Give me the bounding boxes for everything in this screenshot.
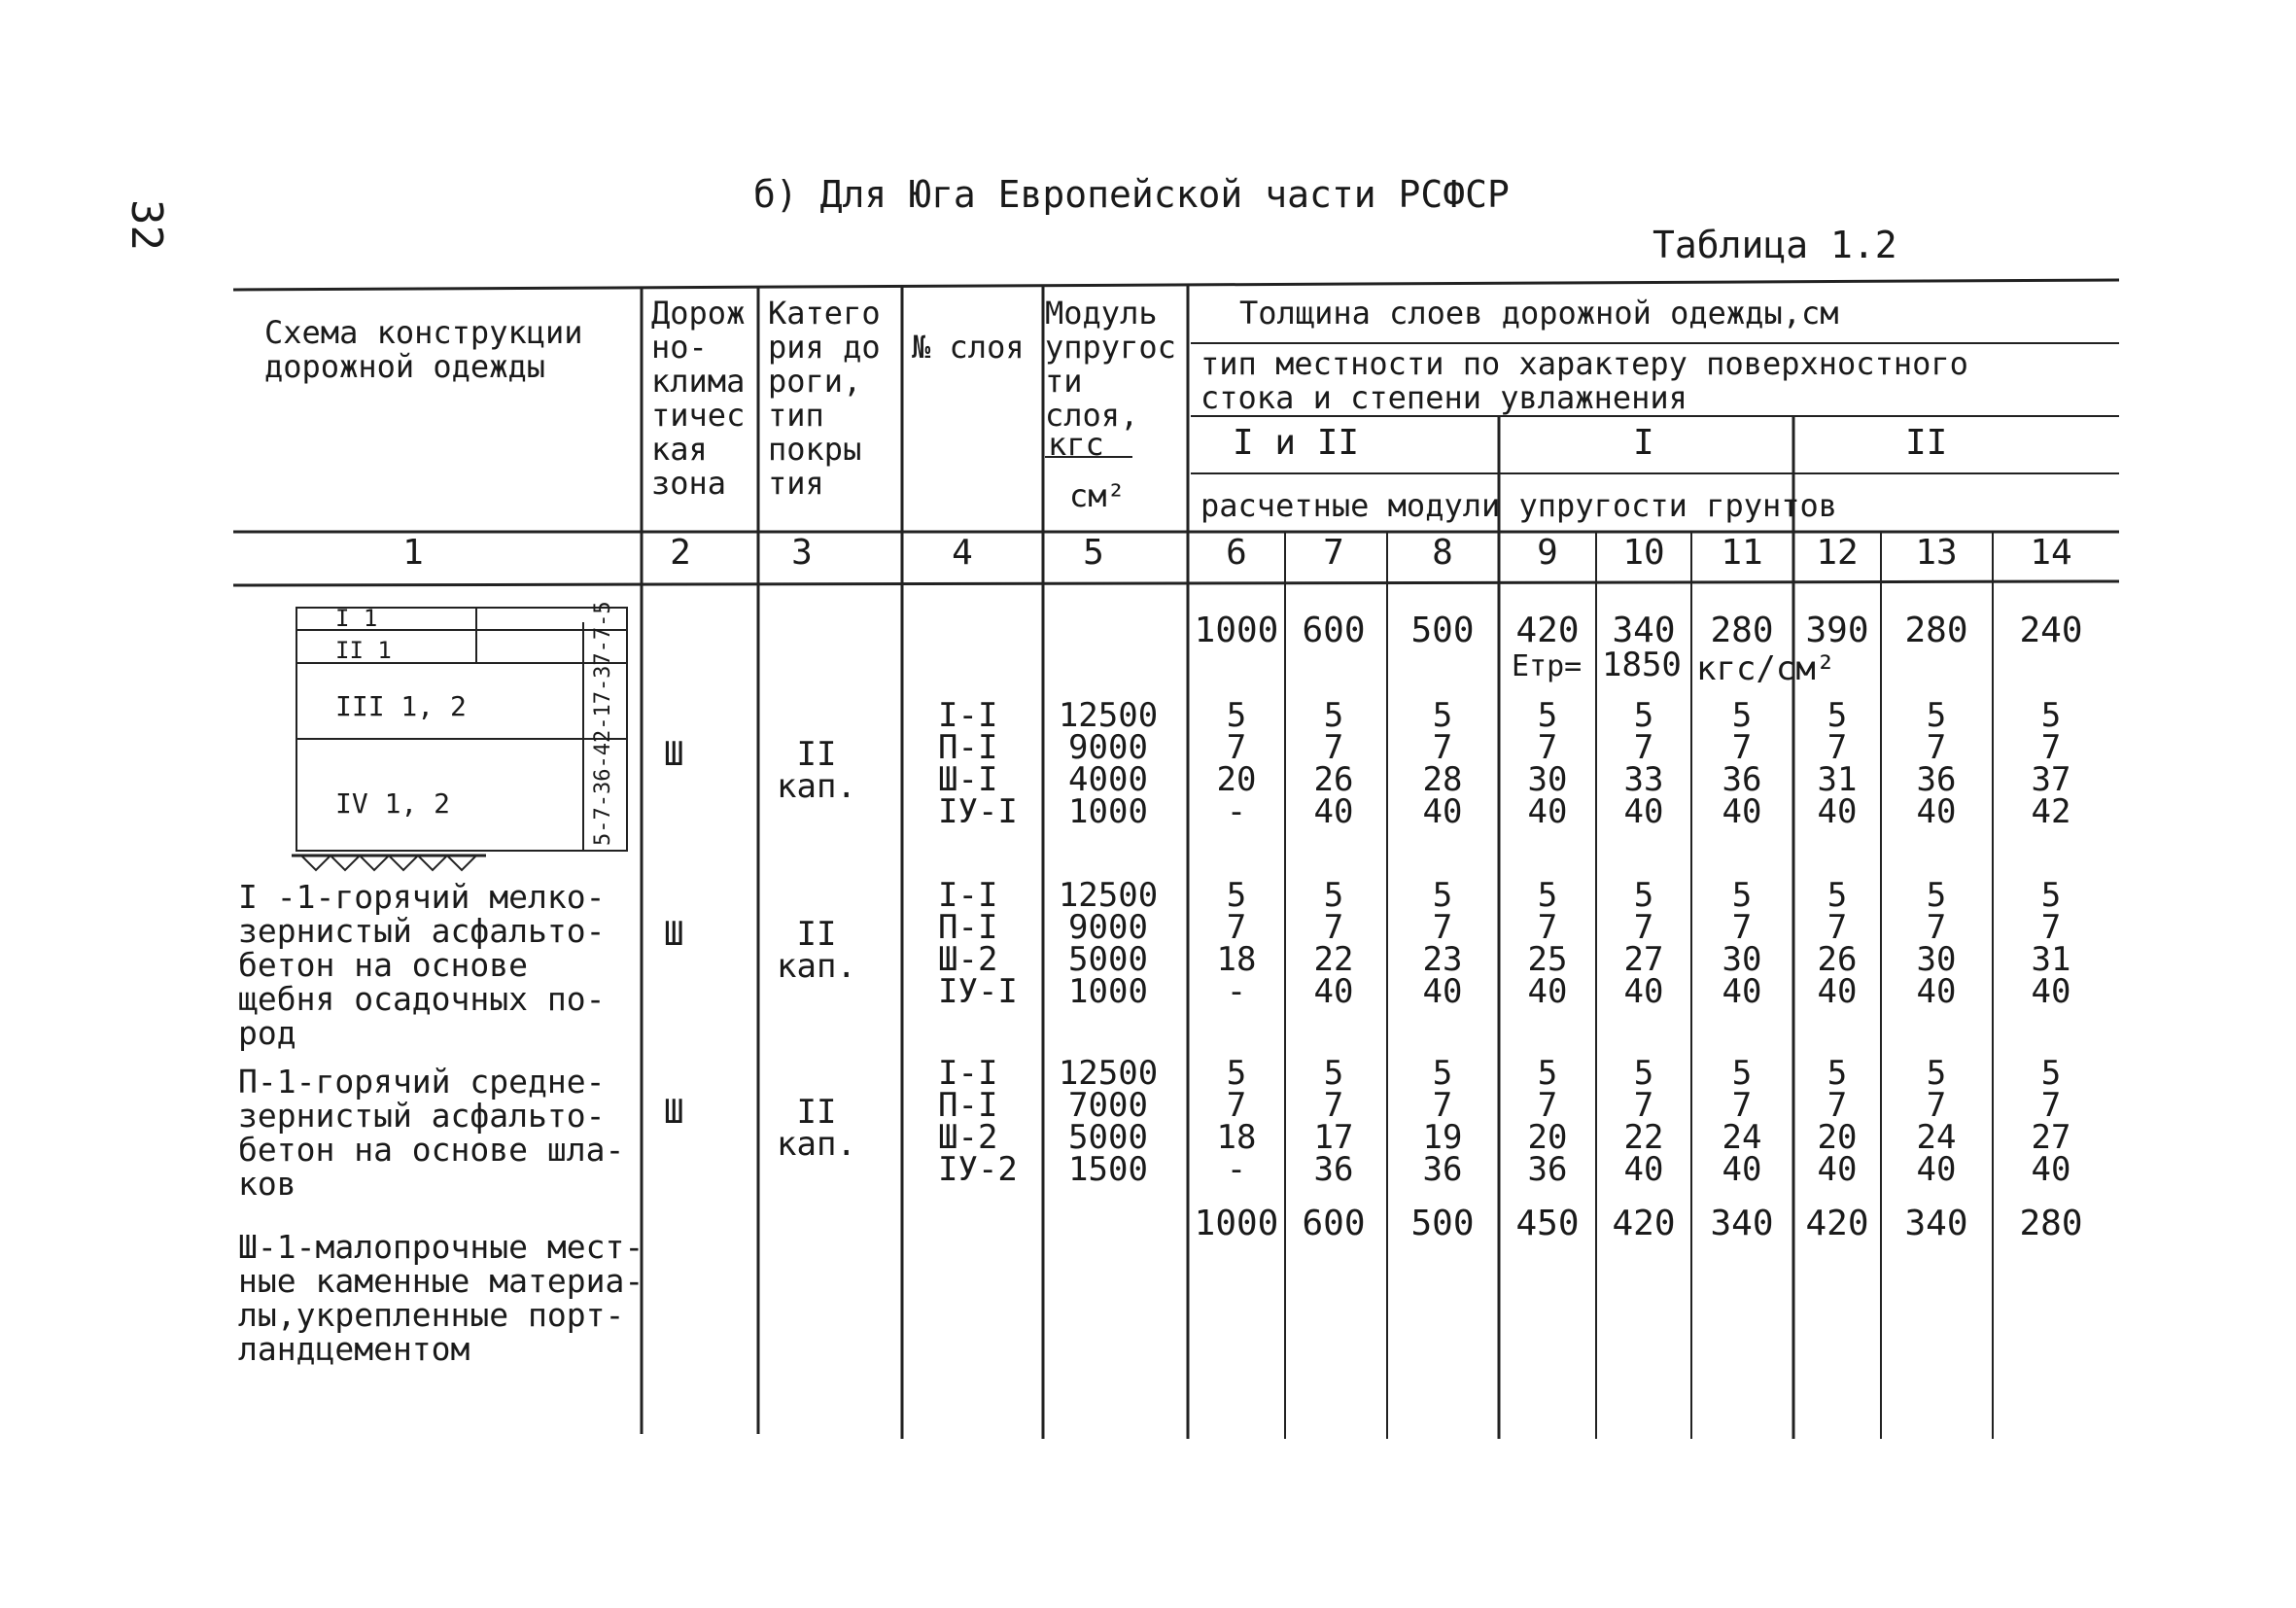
header-group-1: I: [1633, 423, 1654, 463]
row-thickness-values: 5 7 36 40: [1722, 696, 1762, 831]
header-modulus-unit-num: кгс: [1048, 426, 1104, 463]
page-number: 32: [122, 199, 171, 251]
row-thickness-values: 5 7 25 40: [1527, 876, 1568, 1011]
column-number: 4: [952, 533, 973, 573]
row-thickness-values: 5 7 30 40: [1916, 876, 1957, 1011]
page-title: б) Для Юга Европейской части РСФСР: [753, 173, 1510, 216]
etr-label: Етр=: [1512, 649, 1583, 683]
row-moduli: 12500 7000 5000 1500: [1058, 1054, 1159, 1189]
header-group-1-2: I и II: [1233, 423, 1360, 463]
column-number: 8: [1432, 533, 1453, 573]
header-scheme: Схема конструкции дорожной одежды: [264, 314, 583, 385]
header-modulus: Модуль упругос ти слоя,: [1045, 295, 1176, 434]
header-soil-moduli: расчетные модули упругости грунтов: [1200, 487, 1838, 524]
column-number: 2: [670, 533, 691, 573]
soil-modulus-bottom: 1000: [1194, 1204, 1279, 1243]
row-layers: I-I П-I Ш-2 IУ-2: [938, 1054, 1018, 1189]
soil-modulus-bottom: 500: [1410, 1204, 1475, 1243]
row-thickness-values: 5 7 37 42: [2031, 696, 2071, 831]
row-thickness-values: 5 7 31 40: [1817, 696, 1858, 831]
soil-modulus-bottom: 340: [1904, 1204, 1968, 1243]
column-number: 9: [1537, 533, 1558, 573]
row-thickness-values: 5 7 22 40: [1623, 1054, 1664, 1189]
row-thickness-values: 5 7 31 40: [2031, 876, 2071, 1011]
row-layers: I-I П-I Ш-I IУ-I: [938, 696, 1018, 831]
column-number: 13: [1915, 533, 1958, 573]
soil-modulus-bottom: 280: [2019, 1204, 2083, 1243]
legend-item-1: I -1-горячий мелко- зернистый асфальто- бетон на основе щебня осадочных по- род: [238, 878, 606, 1052]
etr-value: 1850: [1602, 646, 1682, 684]
soil-modulus-top: 340: [1612, 611, 1676, 650]
row-category: II кап.: [777, 735, 856, 806]
table-label: Таблица 1.2: [1652, 224, 1897, 266]
column-number: 11: [1721, 533, 1763, 573]
row-zone: Ш: [664, 1093, 684, 1132]
row-thickness-values: 5 7 27 40: [2031, 1054, 2071, 1189]
row-thickness-values: 5 7 24 40: [1722, 1054, 1762, 1189]
row-thickness-values: 5 7 30 40: [1527, 696, 1568, 831]
row-thickness-values: 5 7 27 40: [1623, 876, 1664, 1011]
column-number: 6: [1226, 533, 1247, 573]
row-thickness-values: 5 7 28 40: [1422, 696, 1463, 831]
row-thickness-values: 5 7 18 -: [1216, 1054, 1257, 1189]
column-number: 14: [2030, 533, 2072, 573]
row-thickness-values: 5 7 26 40: [1313, 696, 1354, 831]
soil-modulus-bottom: 420: [1805, 1204, 1869, 1243]
row-thickness-values: 5 7 33 40: [1623, 696, 1664, 831]
row-moduli: 12500 9000 5000 1000: [1058, 876, 1159, 1011]
column-number: 5: [1083, 533, 1104, 573]
scheme-layer-3: III 1, 2: [335, 690, 467, 722]
column-number: 12: [1816, 533, 1859, 573]
row-thickness-values: 5 7 19 36: [1422, 1054, 1463, 1189]
soil-modulus-top: 1000: [1194, 611, 1279, 650]
row-category: II кап.: [777, 1093, 856, 1164]
row-thickness-values: 5 7 20 36: [1527, 1054, 1568, 1189]
etr-unit: кгс/см²: [1696, 649, 1836, 688]
scheme-dimensions: 5-7-36-42-17-37-7-5: [591, 601, 615, 846]
row-zone: Ш: [664, 735, 684, 774]
row-category: II кап.: [777, 915, 856, 986]
header-group-2: II: [1905, 423, 1948, 463]
soil-modulus-top: 600: [1302, 611, 1366, 650]
row-thickness-values: 5 7 20 -: [1216, 696, 1257, 831]
column-number: 3: [791, 533, 813, 573]
row-thickness-values: 5 7 23 40: [1422, 876, 1463, 1011]
column-number: 7: [1323, 533, 1344, 573]
column-number: 1: [402, 533, 424, 573]
row-moduli: 12500 9000 4000 1000: [1058, 696, 1159, 831]
row-thickness-values: 5 7 17 36: [1313, 1054, 1354, 1189]
soil-modulus-bottom: 340: [1710, 1204, 1774, 1243]
row-zone: Ш: [664, 915, 684, 954]
header-modulus-unit-den: см²: [1069, 477, 1126, 514]
row-thickness-values: 5 7 18 -: [1216, 876, 1257, 1011]
row-layers: I-I П-I Ш-2 IУ-I: [938, 876, 1018, 1011]
header-layer-number: № слоя: [912, 329, 1025, 366]
row-thickness-values: 5 7 36 40: [1916, 696, 1957, 831]
scheme-layer-1: I 1: [335, 605, 378, 632]
row-thickness-values: 5 7 30 40: [1722, 876, 1762, 1011]
soil-modulus-top: 500: [1410, 611, 1475, 650]
header-road-category: Катего рия до роги, тип покры тия: [768, 295, 881, 502]
row-thickness-values: 5 7 20 40: [1817, 1054, 1858, 1189]
header-terrain: тип местности по характеру поверхностного стока и степени увлажнения: [1200, 345, 1968, 416]
row-thickness-values: 5 7 26 40: [1817, 876, 1858, 1011]
soil-modulus-bottom: 450: [1515, 1204, 1580, 1243]
scheme-layer-2: II 1: [335, 637, 392, 664]
header-thickness: Толщина слоев дорожной одежды,см: [1239, 295, 1839, 332]
row-thickness-values: 5 7 24 40: [1916, 1054, 1957, 1189]
soil-modulus-top: 280: [1710, 611, 1774, 650]
soil-modulus-top: 420: [1515, 611, 1580, 650]
scheme-layer-4: IV 1, 2: [335, 787, 451, 820]
soil-modulus-top: 390: [1805, 611, 1869, 650]
soil-modulus-bottom: 600: [1302, 1204, 1366, 1243]
legend-item-2: П-1-горячий средне- зернистый асфальто- бетон на основе шла- ков: [238, 1063, 625, 1203]
soil-modulus-bottom: 420: [1612, 1204, 1676, 1243]
column-number: 10: [1622, 533, 1665, 573]
soil-modulus-top: 240: [2019, 611, 2083, 650]
soil-modulus-top: 280: [1904, 611, 1968, 650]
legend-item-3: Ш-1-малопрочные мест- ные каменные материа- лы,укрепленные порт- ландцементом: [238, 1228, 644, 1368]
header-climate-zone: Дорож но- клима тичес кая зона: [651, 295, 746, 502]
row-thickness-values: 5 7 22 40: [1313, 876, 1354, 1011]
